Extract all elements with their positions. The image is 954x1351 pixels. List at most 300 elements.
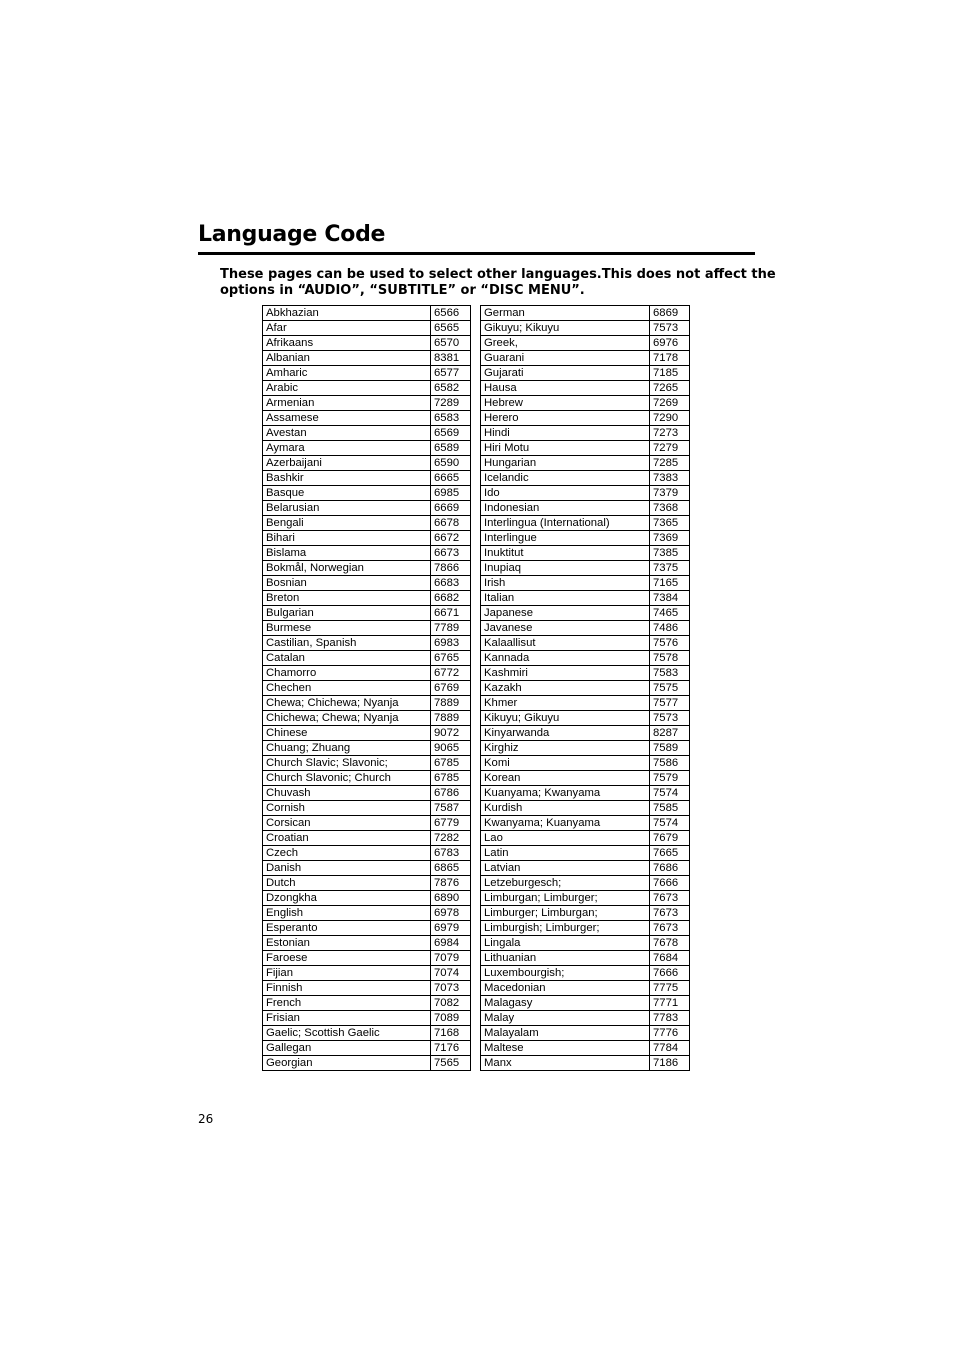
table-row <box>481 516 690 531</box>
language-name: Kuanyama; Kwanyama <box>481 786 650 801</box>
language-name: Kwanyama; Kuanyama <box>481 816 650 831</box>
table-row <box>263 396 471 411</box>
language-code: 6785 <box>431 756 471 771</box>
table-row <box>481 411 690 426</box>
language-code: 7866 <box>431 561 471 576</box>
language-code: 8287 <box>650 726 690 741</box>
table-row <box>263 861 471 876</box>
language-name: Chewa; Chichewa; Nyanja <box>263 696 431 711</box>
language-code-table-left <box>262 305 471 1071</box>
language-name: Limburgish; Limburger; <box>481 921 650 936</box>
table-row <box>481 771 690 786</box>
language-name: Manx <box>481 1056 650 1071</box>
language-code: 9065 <box>431 741 471 756</box>
language-code: 7673 <box>650 921 690 936</box>
language-name: Hindi <box>481 426 650 441</box>
language-code: 7074 <box>431 966 471 981</box>
table-row <box>263 441 471 456</box>
table-row <box>481 621 690 636</box>
language-code: 7776 <box>650 1026 690 1041</box>
language-code: 7585 <box>650 801 690 816</box>
language-name: Catalan <box>263 651 431 666</box>
language-name: Cornish <box>263 801 431 816</box>
table-row <box>263 681 471 696</box>
table-row <box>263 561 471 576</box>
table-row <box>263 486 471 501</box>
language-code: 6890 <box>431 891 471 906</box>
language-name: Inuktitut <box>481 546 650 561</box>
language-name: Bashkir <box>263 471 431 486</box>
language-name: Church Slavonic; Church <box>263 771 431 786</box>
table-row <box>263 876 471 891</box>
language-code: 7265 <box>650 381 690 396</box>
language-code: 6671 <box>431 606 471 621</box>
language-code: 6566 <box>431 306 471 321</box>
language-name: Kikuyu; Gikuyu <box>481 711 650 726</box>
language-code: 7073 <box>431 981 471 996</box>
table-row <box>481 366 690 381</box>
language-name: English <box>263 906 431 921</box>
table-row <box>481 651 690 666</box>
language-code: 7587 <box>431 801 471 816</box>
language-name: Macedonian <box>481 981 650 996</box>
language-name: Estonian <box>263 936 431 951</box>
language-code: 6865 <box>431 861 471 876</box>
language-name: Guarani <box>481 351 650 366</box>
language-code: 7577 <box>650 696 690 711</box>
language-name: Chechen <box>263 681 431 696</box>
table-row <box>263 921 471 936</box>
language-code: 6565 <box>431 321 471 336</box>
language-name: Hausa <box>481 381 650 396</box>
table-row <box>481 306 690 321</box>
language-name: Basque <box>263 486 431 501</box>
language-code: 7573 <box>650 711 690 726</box>
table-row <box>263 816 471 831</box>
language-name: Hebrew <box>481 396 650 411</box>
table-row <box>263 981 471 996</box>
table-row <box>263 651 471 666</box>
table-row <box>263 831 471 846</box>
table-row <box>481 456 690 471</box>
language-name: Arabic <box>263 381 431 396</box>
language-name: Aymara <box>263 441 431 456</box>
table-row <box>263 576 471 591</box>
language-code: 6869 <box>650 306 690 321</box>
language-code-table-right <box>480 305 690 1071</box>
table-row <box>263 666 471 681</box>
language-code: 7383 <box>650 471 690 486</box>
table-row <box>263 351 471 366</box>
table-row <box>481 861 690 876</box>
table-row <box>263 696 471 711</box>
language-name: Chuvash <box>263 786 431 801</box>
table-row <box>481 501 690 516</box>
table-row <box>263 756 471 771</box>
table-row <box>481 681 690 696</box>
language-code: 7282 <box>431 831 471 846</box>
language-code: 7666 <box>650 966 690 981</box>
language-name: Ido <box>481 486 650 501</box>
language-name: Abkhazian <box>263 306 431 321</box>
language-code: 7385 <box>650 546 690 561</box>
language-name: French <box>263 996 431 1011</box>
table-row <box>263 1026 471 1041</box>
table-row <box>481 486 690 501</box>
language-code: 7775 <box>650 981 690 996</box>
language-name: Burmese <box>263 621 431 636</box>
table-row <box>481 1041 690 1056</box>
language-code: 6979 <box>431 921 471 936</box>
table-row <box>481 936 690 951</box>
language-name: Chamorro <box>263 666 431 681</box>
table-row <box>481 606 690 621</box>
language-name: Interlingua (International) <box>481 516 650 531</box>
language-name: Maltese <box>481 1041 650 1056</box>
language-code: 6583 <box>431 411 471 426</box>
language-code: 7889 <box>431 696 471 711</box>
table-row <box>263 426 471 441</box>
language-code: 6570 <box>431 336 471 351</box>
table-row <box>481 426 690 441</box>
language-name: Khmer <box>481 696 650 711</box>
table-row <box>481 546 690 561</box>
table-row <box>263 456 471 471</box>
language-code: 7679 <box>650 831 690 846</box>
language-name: Komi <box>481 756 650 771</box>
language-name: Azerbaijani <box>263 456 431 471</box>
table-row <box>263 1041 471 1056</box>
language-code: 7168 <box>431 1026 471 1041</box>
language-name: Amharic <box>263 366 431 381</box>
table-row <box>263 801 471 816</box>
language-name: Hiri Motu <box>481 441 650 456</box>
language-code: 7783 <box>650 1011 690 1026</box>
language-code: 7666 <box>650 876 690 891</box>
language-name: Italian <box>481 591 650 606</box>
language-name: Gikuyu; Kikuyu <box>481 321 650 336</box>
table-row <box>481 846 690 861</box>
language-code: 7575 <box>650 681 690 696</box>
language-name: Esperanto <box>263 921 431 936</box>
language-name: Kalaallisut <box>481 636 650 651</box>
table-row <box>263 591 471 606</box>
language-name: Malagasy <box>481 996 650 1011</box>
table-row <box>481 951 690 966</box>
language-code: 6785 <box>431 771 471 786</box>
language-name: Breton <box>263 591 431 606</box>
table-row <box>263 336 471 351</box>
language-code: 7876 <box>431 876 471 891</box>
table-row <box>481 666 690 681</box>
language-code: 6590 <box>431 456 471 471</box>
language-name: Frisian <box>263 1011 431 1026</box>
language-code: 7375 <box>650 561 690 576</box>
language-code: 6569 <box>431 426 471 441</box>
language-code: 6683 <box>431 576 471 591</box>
table-row <box>481 711 690 726</box>
table-row <box>263 516 471 531</box>
table-row <box>481 696 690 711</box>
language-code: 6682 <box>431 591 471 606</box>
table-row <box>263 726 471 741</box>
language-name: Georgian <box>263 1056 431 1071</box>
table-row <box>481 576 690 591</box>
table-row <box>481 321 690 336</box>
language-name: Bislama <box>263 546 431 561</box>
table-row <box>263 321 471 336</box>
language-code: 7574 <box>650 786 690 801</box>
language-name: Malay <box>481 1011 650 1026</box>
language-name: Interlingue <box>481 531 650 546</box>
language-code: 6673 <box>431 546 471 561</box>
table-row <box>481 981 690 996</box>
intro-line-2: options in “AUDIO”, “SUBTITLE” or “DISC MENU”. <box>220 283 585 298</box>
table-row <box>481 441 690 456</box>
table-row <box>481 351 690 366</box>
table-row <box>481 336 690 351</box>
language-code: 7665 <box>650 846 690 861</box>
language-name: Bosnian <box>263 576 431 591</box>
language-code: 7176 <box>431 1041 471 1056</box>
language-code: 6976 <box>650 336 690 351</box>
language-name: Kirghiz <box>481 741 650 756</box>
table-row <box>263 501 471 516</box>
table-row <box>481 966 690 981</box>
table-row <box>481 636 690 651</box>
language-name: Kazakh <box>481 681 650 696</box>
language-code: 7269 <box>650 396 690 411</box>
table-row <box>481 741 690 756</box>
language-code: 7379 <box>650 486 690 501</box>
language-code: 7771 <box>650 996 690 1011</box>
table-row <box>263 546 471 561</box>
language-name: Bulgarian <box>263 606 431 621</box>
table-row <box>481 801 690 816</box>
language-name: Gujarati <box>481 366 650 381</box>
language-name: Afar <box>263 321 431 336</box>
table-row <box>481 876 690 891</box>
language-code: 6983 <box>431 636 471 651</box>
table-row <box>481 816 690 831</box>
language-name: Croatian <box>263 831 431 846</box>
table-row <box>481 891 690 906</box>
page-number: 26 <box>198 1112 214 1126</box>
language-code: 7185 <box>650 366 690 381</box>
language-name: Church Slavic; Slavonic; <box>263 756 431 771</box>
language-name: Greek, <box>481 336 650 351</box>
language-name: Kannada <box>481 651 650 666</box>
language-name: Inupiaq <box>481 561 650 576</box>
table-row <box>481 1056 690 1071</box>
language-name: Bokmål, Norwegian <box>263 561 431 576</box>
table-row <box>263 636 471 651</box>
language-name: Limburgan; Limburger; <box>481 891 650 906</box>
language-code: 7165 <box>650 576 690 591</box>
language-name: Chichewa; Chewa; Nyanja <box>263 711 431 726</box>
language-name: Dutch <box>263 876 431 891</box>
language-name: Bengali <box>263 516 431 531</box>
language-name: Chinese <box>263 726 431 741</box>
table-row <box>263 966 471 981</box>
language-code: 6769 <box>431 681 471 696</box>
language-code: 7079 <box>431 951 471 966</box>
language-name: Armenian <box>263 396 431 411</box>
language-name: Fijian <box>263 966 431 981</box>
language-code: 7089 <box>431 1011 471 1026</box>
title-rule <box>198 252 755 255</box>
table-row <box>481 996 690 1011</box>
language-name: Javanese <box>481 621 650 636</box>
language-code: 7186 <box>650 1056 690 1071</box>
table-row <box>481 396 690 411</box>
table-row <box>263 606 471 621</box>
table-row <box>263 996 471 1011</box>
table-row <box>263 936 471 951</box>
language-name: Hungarian <box>481 456 650 471</box>
language-name: Latvian <box>481 861 650 876</box>
language-name: Assamese <box>263 411 431 426</box>
language-name: Gallegan <box>263 1041 431 1056</box>
table-row <box>481 726 690 741</box>
language-name: Corsican <box>263 816 431 831</box>
language-code: 6589 <box>431 441 471 456</box>
table-row <box>481 786 690 801</box>
table-row <box>481 1026 690 1041</box>
language-name: Luxembourgish; <box>481 966 650 981</box>
language-code: 6985 <box>431 486 471 501</box>
table-row <box>263 711 471 726</box>
page-title: Language Code <box>198 222 386 247</box>
language-name: Kurdish <box>481 801 650 816</box>
language-name: Avestan <box>263 426 431 441</box>
table-row <box>263 411 471 426</box>
table-row <box>481 471 690 486</box>
language-code: 6672 <box>431 531 471 546</box>
table-row <box>263 786 471 801</box>
table-row <box>481 831 690 846</box>
language-name: Korean <box>481 771 650 786</box>
table-row <box>263 951 471 966</box>
language-code: 7789 <box>431 621 471 636</box>
intro-paragraph <box>220 267 776 299</box>
language-code: 6678 <box>431 516 471 531</box>
language-code: 7586 <box>650 756 690 771</box>
table-row <box>263 306 471 321</box>
language-name: Belarusian <box>263 501 431 516</box>
language-code: 7290 <box>650 411 690 426</box>
language-name: Lithuanian <box>481 951 650 966</box>
table-row <box>481 906 690 921</box>
language-code: 7673 <box>650 891 690 906</box>
table-row <box>481 1011 690 1026</box>
language-code: 6978 <box>431 906 471 921</box>
language-code: 7573 <box>650 321 690 336</box>
language-code: 6772 <box>431 666 471 681</box>
language-name: Latin <box>481 846 650 861</box>
language-code: 7273 <box>650 426 690 441</box>
table-row <box>481 381 690 396</box>
intro-line-1: These pages can be used to select other languages.This does not affect the <box>220 267 776 282</box>
language-code: 7365 <box>650 516 690 531</box>
language-code: 7579 <box>650 771 690 786</box>
table-row <box>263 531 471 546</box>
language-code: 7486 <box>650 621 690 636</box>
language-code: 6669 <box>431 501 471 516</box>
language-code: 7368 <box>650 501 690 516</box>
table-row <box>263 891 471 906</box>
language-code: 7289 <box>431 396 471 411</box>
language-code: 7285 <box>650 456 690 471</box>
language-name: Kinyarwanda <box>481 726 650 741</box>
language-code: 7384 <box>650 591 690 606</box>
language-name: Japanese <box>481 606 650 621</box>
table-row <box>481 591 690 606</box>
language-name: Malayalam <box>481 1026 650 1041</box>
language-code: 6779 <box>431 816 471 831</box>
language-code: 7369 <box>650 531 690 546</box>
language-code: 7574 <box>650 816 690 831</box>
language-name: Bihari <box>263 531 431 546</box>
language-code: 6765 <box>431 651 471 666</box>
language-name: Kashmiri <box>481 666 650 681</box>
language-name: Chuang; Zhuang <box>263 741 431 756</box>
language-code: 8381 <box>431 351 471 366</box>
language-name: Herero <box>481 411 650 426</box>
language-code: 6786 <box>431 786 471 801</box>
language-code: 7784 <box>650 1041 690 1056</box>
language-code: 7684 <box>650 951 690 966</box>
language-code: 7583 <box>650 666 690 681</box>
language-name: Danish <box>263 861 431 876</box>
table-row <box>481 921 690 936</box>
table-row <box>263 1011 471 1026</box>
language-name: Castilian, Spanish <box>263 636 431 651</box>
language-code: 7673 <box>650 906 690 921</box>
language-code: 7465 <box>650 606 690 621</box>
language-name: Letzeburgesch; <box>481 876 650 891</box>
language-name: Icelandic <box>481 471 650 486</box>
language-code: 7578 <box>650 651 690 666</box>
language-code: 7589 <box>650 741 690 756</box>
table-row <box>263 846 471 861</box>
language-code: 6582 <box>431 381 471 396</box>
table-row <box>263 741 471 756</box>
language-code: 6577 <box>431 366 471 381</box>
language-name: Faroese <box>263 951 431 966</box>
language-name: Finnish <box>263 981 431 996</box>
table-row <box>263 621 471 636</box>
table-row <box>481 531 690 546</box>
table-row <box>263 771 471 786</box>
language-name: Czech <box>263 846 431 861</box>
language-code: 7889 <box>431 711 471 726</box>
language-name: Limburger; Limburgan; <box>481 906 650 921</box>
language-code: 7082 <box>431 996 471 1011</box>
language-code: 6783 <box>431 846 471 861</box>
language-code: 6665 <box>431 471 471 486</box>
table-row <box>481 756 690 771</box>
table-row <box>263 471 471 486</box>
table-row <box>263 906 471 921</box>
language-name: Gaelic; Scottish Gaelic <box>263 1026 431 1041</box>
language-code: 7178 <box>650 351 690 366</box>
language-name: Dzongkha <box>263 891 431 906</box>
language-code: 9072 <box>431 726 471 741</box>
language-code: 7678 <box>650 936 690 951</box>
language-name: Irish <box>481 576 650 591</box>
language-name: Lingala <box>481 936 650 951</box>
